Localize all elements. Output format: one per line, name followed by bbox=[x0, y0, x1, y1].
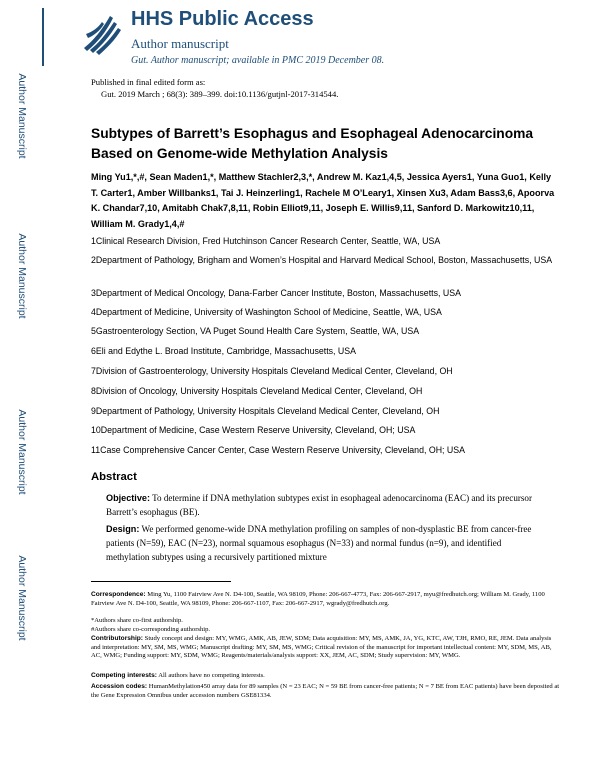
published-in-label: Published in final edited form as: bbox=[91, 77, 206, 87]
author-list: Ming Yu1,*,#, Sean Maden1,*, Matthew Stachler2,3,*, Andrew M. Kaz1,4,5, Jessica Ayers1, Yuna Guo1, Kelly T. Carter1, Amber Willbanks1, Tai J. Heinzerling1, Rachele M O’Leary1, Xinsen Xu3, Adam Bass3,6, Apoorva K. Chandar7,10, Amitabh Chak7,8,11, Robin Elliot9,11, Joseph E. Willis9,11, Sanford D. Markowitz10,11, William M. Grady1,4,# bbox=[91, 172, 555, 229]
header-divider bbox=[42, 8, 44, 66]
contributorship-text: Study concept and design: MY, WMG, AMK, AB, JEW, SDM; Data acquisition: MY, MS, AMK, JA, YG, KTC, AW, TJH, RMO, RE, JEM. Data analysis and interpretation: MY, SM, MS, WMG; Manuscript drafting: MY, SM, MS, WMG; Critical revision of the manuscript for important intellectual content: MY, SDM, MS, AB, AC, WMG; Funding support: MY, SDM, WMG; Reagents/materials/analysis support: XX, JEM, AC, SDM; Study supervision: MY, WMG. bbox=[91, 635, 552, 660]
affiliation-5: 5Gastroenterology Section, VA Puget Sound Health Care System, Seattle, WA, USA bbox=[91, 326, 420, 336]
abstract-design bbox=[106, 522, 546, 564]
footnote-divider bbox=[91, 581, 231, 582]
journal-availability-line: Gut. Author manuscript; available in PMC 2019 December 08. bbox=[131, 55, 385, 66]
affiliation-9: 9Department of Pathology, University Hospitals Cleveland Medical Center, Cleveland, OH bbox=[91, 406, 440, 416]
accession-codes-note bbox=[91, 683, 561, 700]
sidebar-label-1: Author Manuscript bbox=[16, 73, 28, 159]
correspondence-label: Correspondence: bbox=[91, 591, 146, 598]
paper-title: Subtypes of Barrett’s Esophagus and Esophageal Adenocarcinoma Based on Genome-wide Methylation Analysis bbox=[91, 126, 534, 161]
design-label: Design: bbox=[106, 524, 140, 534]
affiliation-1: 1Clinical Research Division, Fred Hutchinson Cancer Research Center, Seattle, WA, USA bbox=[91, 236, 441, 246]
correspondence-note bbox=[91, 591, 561, 608]
co-first-note: *Authors share co-first authorship. bbox=[91, 617, 183, 624]
contributorship-note bbox=[91, 635, 561, 661]
accession-label: Accession codes: bbox=[91, 683, 148, 690]
competing-text: All authors have no competing interests. bbox=[158, 672, 265, 679]
design-text: We performed genome-wide DNA methylation profiling on samples of non-dysplastic BE from cancer-free patients (N=59), EAC (N=23), normal squamous esophagus (N=33) and normal fundus (n=9), and identified methylation subtypes using a recursively partitioned mixture bbox=[106, 524, 532, 562]
affiliation-2: 2Department of Pathology, Brigham and Women’s Hospital and Harvard Medical School, Boston, Massachusetts, USA bbox=[91, 255, 553, 265]
affiliation-4: 4Department of Medicine, University of Washington School of Medicine, Seattle, WA, USA bbox=[91, 307, 442, 317]
affiliation-6: 6Eli and Edythe L. Broad Institute, Cambridge, Massachusetts, USA bbox=[91, 346, 357, 356]
author-manuscript-label: Author manuscript bbox=[131, 36, 229, 51]
objective-text: To determine if DNA methylation subtypes exist in esophageal adenocarcinoma (EAC) and its precursor Barrett’s esophagus (BE). bbox=[106, 493, 533, 517]
hhs-eagle-logo-icon bbox=[80, 10, 124, 58]
contributorship-label: Contributorship: bbox=[91, 635, 144, 642]
affiliation-7: 7Division of Gastroenterology, University Hospitals Cleveland Medical Center, Cleveland, OH bbox=[91, 366, 453, 376]
competing-interests-note bbox=[91, 672, 561, 681]
sidebar-label-4: Author Manuscript bbox=[16, 555, 28, 641]
affiliation-3: 3Department of Medical Oncology, Dana-Farber Cancer Institute, Boston, Massachusetts, USA bbox=[91, 288, 461, 298]
abstract-heading: Abstract bbox=[91, 471, 137, 483]
affiliation-8: 8Division of Oncology, University Hospitals Cleveland Medical Center, Cleveland, OH bbox=[91, 386, 423, 396]
abstract-objective bbox=[106, 491, 546, 519]
sidebar-label-2: Author Manuscript bbox=[16, 233, 28, 319]
correspondence-text: Ming Yu, 1100 Fairview Ave N. D4-100, Seattle, WA 98109, Phone: 206-667-4773, Fax: 206-667-2917, myu@fredhutch.org; William M. Grady, 1100 Fairview Ave N. D4-100, Seattle, WA 98109, Phone: 206-667-1107, Fax: 206-667-2917, wgrady@fredhutch.org. bbox=[91, 591, 545, 607]
affiliation-11: 11Case Comprehensive Cancer Center, Case Western Reserve University, Cleveland, OH; USA bbox=[91, 445, 466, 455]
co-corresponding-note: #Authors share co-corresponding authorship. bbox=[91, 626, 211, 633]
competing-label: Competing interests: bbox=[91, 672, 157, 679]
accession-text: HumanMethylation450 array data for 89 samples (N = 23 EAC; N = 59 BE from cancer-free patients; N = 7 BE from EAC patients) have been deposited at the Gene Expression Omnibus under accession numbers GSE81334. bbox=[91, 683, 560, 699]
hhs-title: HHS Public Access bbox=[131, 8, 314, 30]
citation-line: Gut. 2019 March ; 68(3): 389–399. doi:10.1136/gutjnl-2017-314544. bbox=[101, 89, 339, 99]
objective-label: Objective: bbox=[106, 493, 150, 503]
affiliation-10: 10Department of Medicine, Case Western Reserve University, Cleveland, OH; USA bbox=[91, 425, 416, 435]
sidebar-label-3: Author Manuscript bbox=[16, 409, 28, 495]
